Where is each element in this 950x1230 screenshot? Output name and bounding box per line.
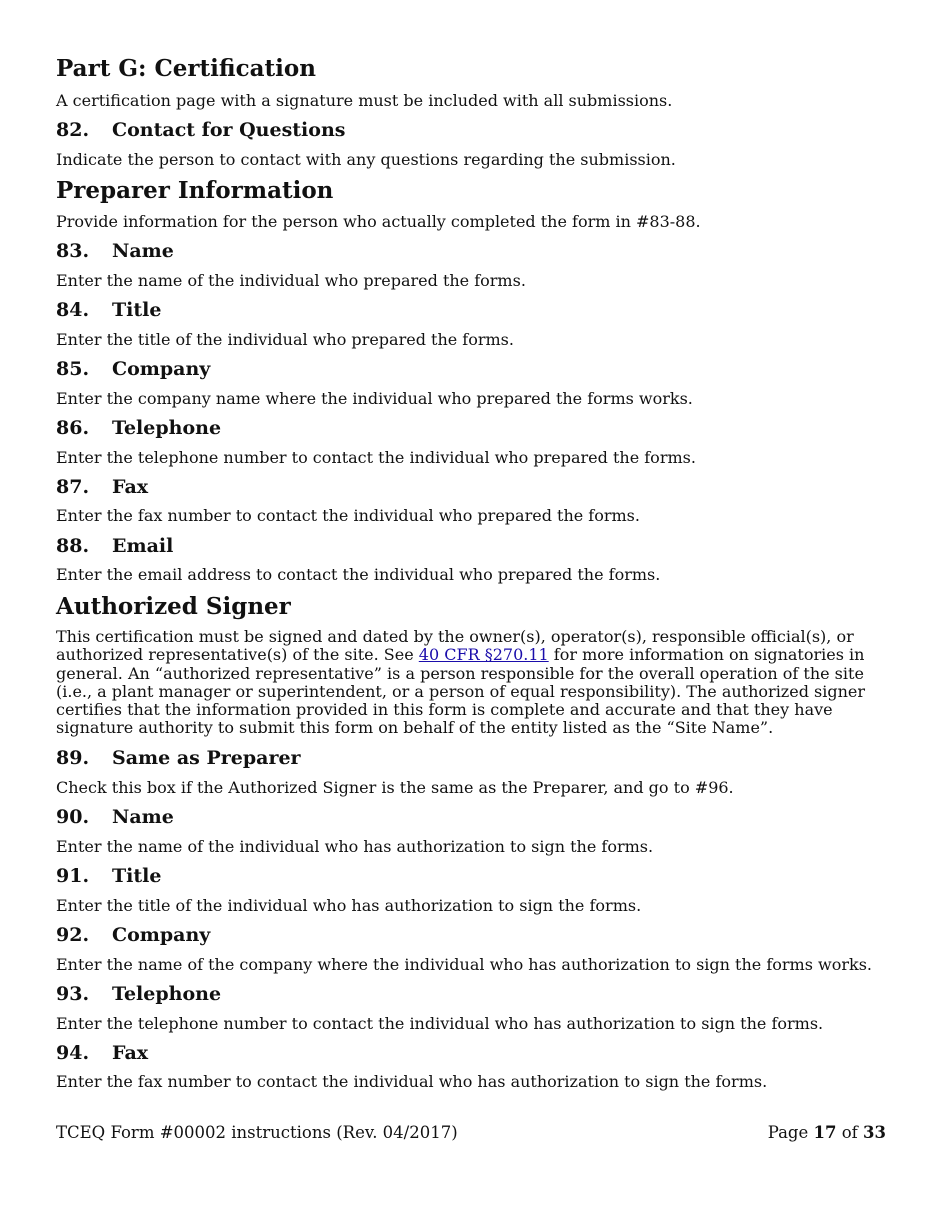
item-number: 90. xyxy=(56,806,90,828)
item-number: 87. xyxy=(56,476,90,498)
item-title: Title xyxy=(112,865,162,887)
item-94-text: Enter the fax number to contact the individual who has authorization to sign the forms. xyxy=(56,1072,768,1091)
item-93-text: Enter the telephone number to contact the individual who has authorization to sign the forms. xyxy=(56,1014,824,1033)
item-86-heading xyxy=(56,417,221,439)
item-84-heading xyxy=(56,299,161,321)
item-title: Name xyxy=(112,806,174,828)
item-number: 84. xyxy=(56,299,90,321)
signer-heading: Authorized Signer xyxy=(56,593,291,620)
item-title: Email xyxy=(112,535,174,557)
signer-text-after: for more information on signatories in general. An “authorized representative” is a person responsible for the overall operation of the site (i.e., a plant manager or superintendent, or a person of equal responsibility). The authorized signer certifies that the information provided in this form is complete and accurate and that they have signature authority to submit this form on behalf of the entity listed as the “Site Name”. xyxy=(56,645,866,738)
item-title: Contact for Questions xyxy=(112,119,346,141)
item-number: 93. xyxy=(56,983,90,1005)
item-title: Name xyxy=(112,240,174,262)
item-91-heading xyxy=(56,865,161,887)
item-title: Same as Preparer xyxy=(112,747,301,769)
item-number: 92. xyxy=(56,924,90,946)
item-84-text: Enter the title of the individual who prepared the forms. xyxy=(56,330,514,349)
item-number: 85. xyxy=(56,358,90,380)
item-87-heading xyxy=(56,476,148,498)
item-number: 83. xyxy=(56,240,90,262)
page-total: 33 xyxy=(863,1123,886,1142)
item-83-heading xyxy=(56,240,174,262)
item-87-text: Enter the fax number to contact the individual who prepared the forms. xyxy=(56,506,640,525)
item-title: Fax xyxy=(112,1042,149,1064)
item-92-text: Enter the name of the company where the individual who has authorization to sign the forms works. xyxy=(56,955,872,974)
item-title: Company xyxy=(112,924,211,946)
item-85-text: Enter the company name where the individual who prepared the forms works. xyxy=(56,389,693,408)
item-82-heading xyxy=(56,119,345,141)
preparer-text: Provide information for the person who actually completed the form in #83-88. xyxy=(56,212,701,231)
item-93-heading xyxy=(56,983,221,1005)
item-82-text: Indicate the person to contact with any questions regarding the submission. xyxy=(56,150,676,169)
item-94-heading xyxy=(56,1042,148,1064)
item-85-heading xyxy=(56,358,210,380)
item-number: 86. xyxy=(56,417,90,439)
item-89-text: Check this box if the Authorized Signer is the same as the Preparer, and go to #96. xyxy=(56,778,734,797)
item-number: 89. xyxy=(56,747,90,769)
page-number xyxy=(768,1123,886,1142)
signer-paragraph xyxy=(56,628,886,738)
item-88-text: Enter the email address to contact the individual who prepared the forms. xyxy=(56,565,661,584)
page-label: Page xyxy=(767,1123,809,1142)
part-g-text: A certification page with a signature must be included with all submissions. xyxy=(56,91,673,110)
item-90-heading xyxy=(56,806,174,828)
item-number: 82. xyxy=(56,119,90,141)
page-of: of xyxy=(841,1123,858,1142)
page-current: 17 xyxy=(813,1123,837,1142)
item-title: Telephone xyxy=(112,417,222,439)
preparer-heading: Preparer Information xyxy=(56,177,334,204)
form-id: TCEQ Form #00002 instructions (Rev. 04/2017) xyxy=(56,1123,458,1142)
item-number: 91. xyxy=(56,865,90,887)
page-footer xyxy=(56,1123,886,1142)
item-title: Fax xyxy=(112,476,149,498)
item-90-text: Enter the name of the individual who has authorization to sign the forms. xyxy=(56,837,654,856)
item-89-heading xyxy=(56,747,301,769)
item-title: Telephone xyxy=(112,983,222,1005)
item-83-text: Enter the name of the individual who prepared the forms. xyxy=(56,271,526,290)
item-title: Title xyxy=(112,299,162,321)
cfr-270-11-link[interactable]: 40 CFR §270.11 xyxy=(418,645,549,665)
part-g-heading: Part G: Certification xyxy=(56,55,316,82)
item-number: 94. xyxy=(56,1042,90,1064)
item-91-text: Enter the title of the individual who has authorization to sign the forms. xyxy=(56,896,642,915)
item-92-heading xyxy=(56,924,210,946)
item-title: Company xyxy=(112,358,211,380)
item-88-heading xyxy=(56,535,173,557)
item-86-text: Enter the telephone number to contact the individual who prepared the forms. xyxy=(56,448,696,467)
signer-text-before: This certification must be signed and dated by the owner(s), operator(s), responsible official(s), or authorized representative(s) of the site. See xyxy=(56,627,854,665)
item-number: 88. xyxy=(56,535,90,557)
